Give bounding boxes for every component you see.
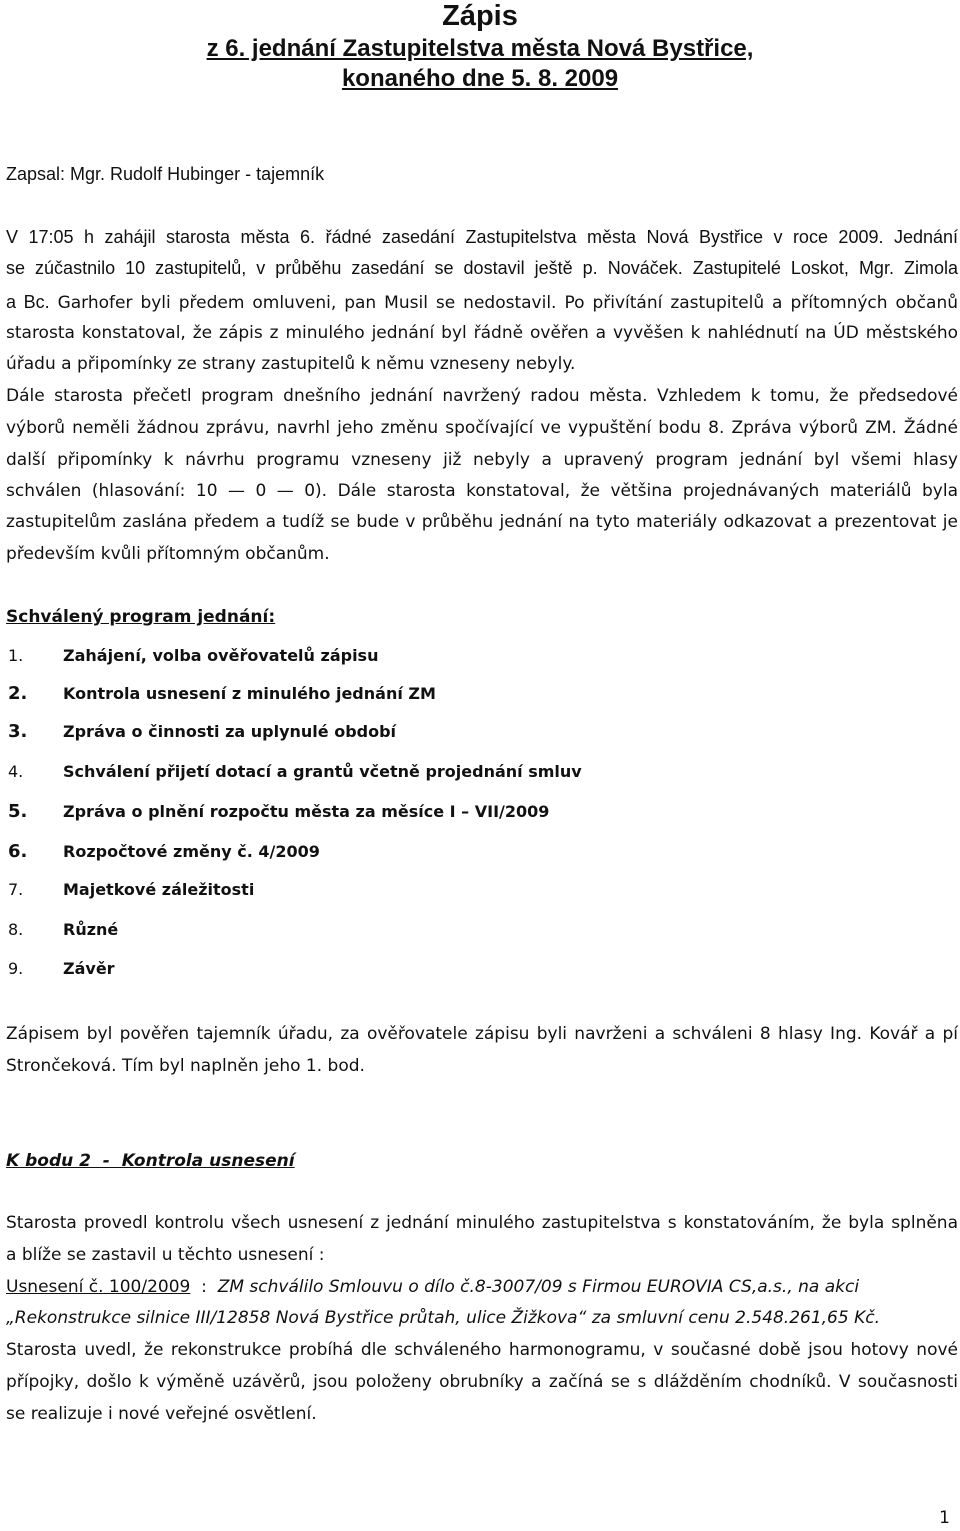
section-2-line-1: Starosta provedl kontrolu všech usnesení z jednání minulého zastupitelstva s konstatováním, že byla splněna xyxy=(6,1213,958,1233)
resolution-number: Usnesení č. 100/2009 xyxy=(6,1277,191,1297)
resolution-text-1: ZM schválilo Smlouvu o dílo č.8-3007/09 s Firmou EUROVIA CS,a.s., na akci xyxy=(217,1277,860,1297)
intro-line-3-part-b: Garhofer byli předem omluveni, pan Musil se nedostavil. xyxy=(57,293,557,313)
program-item-text: Zpráva o činnosti za uplynulé období xyxy=(63,722,397,741)
body-line-4: výborů neměli žádnou zprávu, navrhl jeho změnu spočívající ve vypuštění bodu 8. Zpráva výborů ZM. Žádné xyxy=(6,418,958,438)
resolution-line-1 xyxy=(6,1277,958,1297)
resolution-colon: : xyxy=(201,1277,207,1297)
body-line-1: starosta konstatoval, že zápis z minulého jednání byl řádně ověřen a vyvěšen k nahlédnutí na ÚD městského xyxy=(6,323,958,343)
verifier-line-2: Strončeková. Tím byl naplněn jeho 1. bod. xyxy=(6,1056,365,1076)
program-item xyxy=(8,684,436,704)
intro-line-2: se zúčastnilo 10 zastupitelů, v průběhu zasedání se dostavil ještě p. Nováček. Zastupitelé Loskot, Mgr. Zimola xyxy=(6,258,958,278)
intro-line-3 xyxy=(6,292,958,313)
section-2-heading-text: K bodu 2 - Kontrola usnesení xyxy=(6,1151,295,1171)
program-item-number: 8. xyxy=(8,920,24,939)
program-item-number: 1. xyxy=(8,646,24,665)
program-item-text: Rozpočtové změny č. 4/2009 xyxy=(63,842,320,861)
document-subtitle-line-1: z 6. jednání Zastupitelstva města Nová Bystřice, xyxy=(206,35,754,62)
program-item-text: Různé xyxy=(63,920,119,939)
program-item xyxy=(8,920,118,940)
resolution-line-2: „Rekonstrukce silnice III/12858 Nová Bystřice průtah, ulice Žižkova“ za smluvní cenu 2.548.261,65 Kč. xyxy=(6,1308,880,1328)
program-item xyxy=(8,842,320,862)
program-item-number: 7. xyxy=(8,880,24,899)
program-item-number: 9. xyxy=(8,959,24,978)
program-item-text: Zpráva o plnění rozpočtu města za měsíce I – VII/2009 xyxy=(63,802,550,821)
body-line-3: Dále starosta přečetl program dnešního jednání navržený radou města. Vzhledem k tomu, že předsedové xyxy=(6,386,958,406)
program-item xyxy=(8,646,378,666)
body-line-8: především kvůli přítomným občanům. xyxy=(6,544,330,564)
program-item xyxy=(8,802,549,822)
body-line-6: schválen (hlasování: 10 — 0 — 0). Dále starosta konstatoval, že většina projednávaných materiálů byla xyxy=(6,481,958,501)
program-item-number: 4. xyxy=(8,762,24,781)
program-item-number: 2. xyxy=(8,683,28,704)
program-item xyxy=(8,762,582,782)
document-subtitle-line-2: konaného dne 5. 8. 2009 xyxy=(341,65,619,92)
program-item-text: Závěr xyxy=(63,959,115,978)
program-item-number: 5. xyxy=(8,801,28,822)
verifier-line-1: Zápisem byl pověřen tajemník úřadu, za ověřovatele zápisu byli navrženi a schváleni 8 hlasy Ing. Kovář a pí xyxy=(6,1024,958,1044)
intro-line-3-part-a: a Bc. xyxy=(6,292,50,312)
body-line-2: úřadu a připomínky ze strany zastupitelů k němu vzneseny nebyly. xyxy=(6,354,576,374)
program-item xyxy=(8,959,115,979)
section-2-tail-1: Starosta uvedl, že rekonstrukce probíhá dle schváleného harmonogramu, v současné době jsou hotovy nové xyxy=(6,1340,958,1360)
page-number: 1 xyxy=(939,1508,950,1528)
program-item-text: Zahájení, volba ověřovatelů zápisu xyxy=(63,646,379,665)
recorder-line: Zapsal: Mgr. Rudolf Hubinger - tajemník xyxy=(6,164,325,184)
body-line-7: zastupitelům zaslána předem a tudíž se bude v průběhu jednání na tyto materiály odkazovat a prezentovat je xyxy=(6,512,958,532)
body-line-5: další připomínky k návrhu programu vzneseny již nebyly a upravený program jednání byl všemi hlasy xyxy=(6,450,958,470)
intro-line-1: V 17:05 h zahájil starosta města 6. řádné zasedání Zastupitelstva města Nová Bystřice v roce 2009. Jednání xyxy=(6,227,958,247)
section-2-tail-3: se realizuje i nové veřejné osvětlení. xyxy=(6,1404,317,1424)
intro-line-3-part-c: Po přivítání zastupitelů a přítomných občanů xyxy=(564,293,959,313)
program-heading: Schválený program jednání: xyxy=(6,607,276,627)
section-2-line-2: a blíže se zastavil u těchto usnesení : xyxy=(6,1245,325,1265)
program-item-number: 3. xyxy=(8,721,28,742)
program-item-number: 6. xyxy=(8,841,28,862)
program-item-text: Majetkové záležitosti xyxy=(63,880,255,899)
program-item-text: Schválení přijetí dotací a grantů včetně projednání smluv xyxy=(63,762,582,781)
program-item-text: Kontrola usnesení z minulého jednání ZM xyxy=(63,684,436,703)
program-item xyxy=(8,880,254,900)
section-2-tail-2: přípojky, došlo k výměně uzávěrů, jsou položeny obrubníky a začíná se s dlážděním chodníků. V současnosti xyxy=(6,1372,958,1392)
document-title: Zápis xyxy=(442,0,518,32)
section-2-heading xyxy=(6,1151,295,1171)
program-item xyxy=(8,722,396,742)
